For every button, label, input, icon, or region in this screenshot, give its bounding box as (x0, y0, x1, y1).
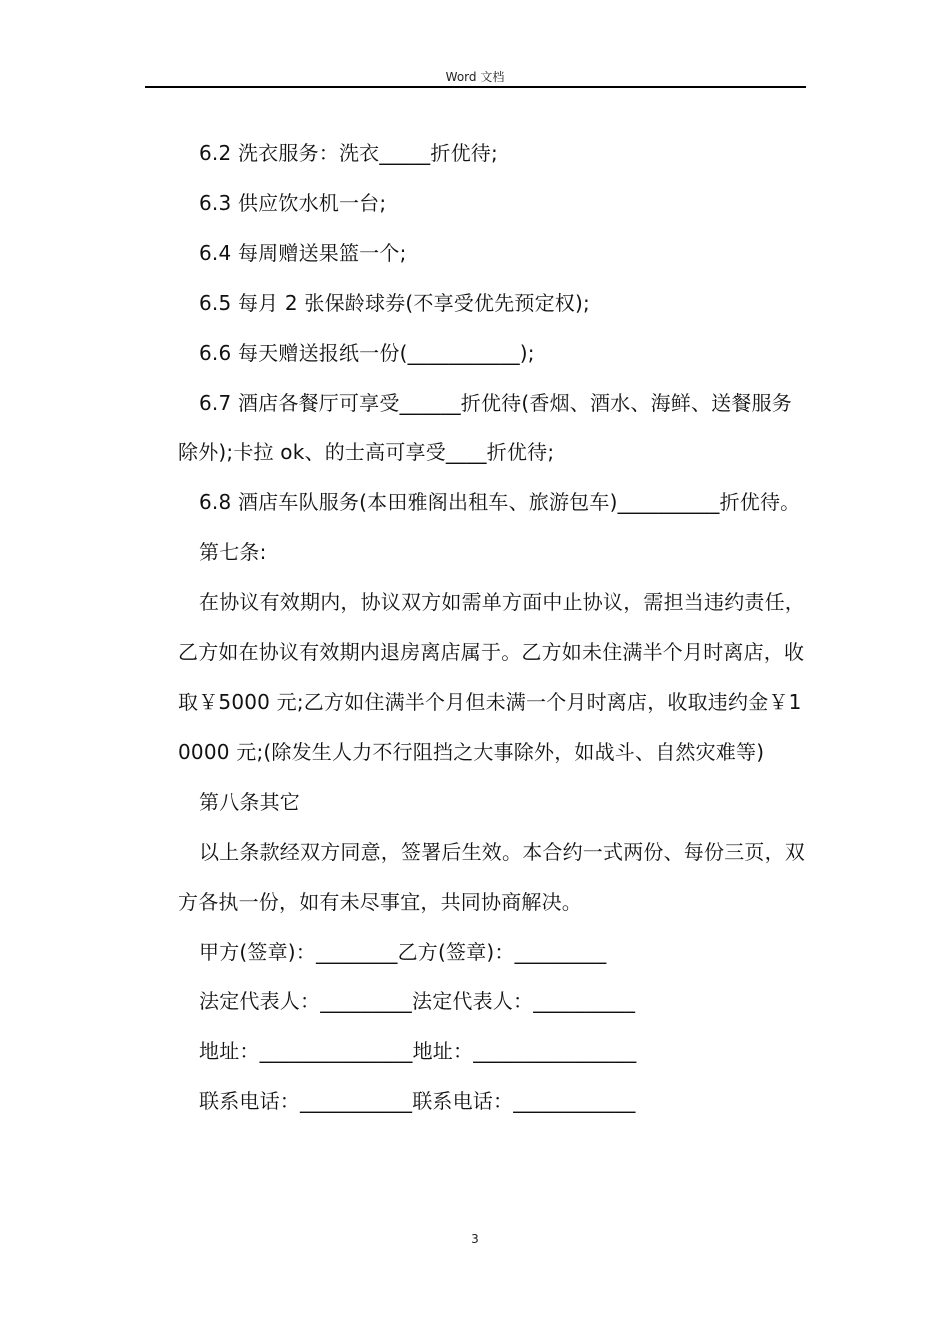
header-divider (145, 86, 806, 88)
clause-6-3: 6.3 供应饮水机一台; (199, 190, 387, 215)
header-title: Word 文档 (445, 70, 505, 84)
article-7-heading: 第七条: (199, 540, 267, 565)
document-body (178, 129, 806, 1127)
address-line: 地址：_______________地址：________________ (199, 1039, 637, 1064)
clause-6-8: 6.8 酒店车队服务(本田雅阁出租车、旅游包车)__________折优待。 (199, 490, 801, 515)
article-8-text: 以上条款经双方同意，签署后生效。本合约一式两份、每份三页，双方各执一份，如有未尽事宜，共同协商解决。 (178, 839, 805, 914)
article-8-heading: 第八条其它 (199, 789, 300, 814)
clause-6-7: 6.7 酒店各餐厅可享受______折优待(香烟、酒水、海鲜、送餐服务除外);卡拉 ok、的士高可享受____折优待; (178, 390, 792, 465)
page-number: 3 (471, 1232, 479, 1246)
article-7-text: 在协议有效期内，协议双方如需单方面中止协议，需担当违约责任，乙方如在协议有效期内退房离店属于。乙方如未住满半个月时离店，收取￥5000 元;乙方如住满半个月但未满一个月时离店，收取违约金￥10000 元;(除发生人力不行阻挡之大事除外，如战斗、自然灾难等) (178, 590, 805, 764)
signature-line: 甲方(签章)：________乙方(签章)：_________ (199, 939, 607, 964)
clause-6-5: 6.5 每月 2 张保龄球券(不享受优先预定权); (199, 290, 590, 315)
legal-representative-line: 法定代表人：_________法定代表人：__________ (199, 989, 636, 1014)
clause-6-2: 6.2 洗衣服务：洗衣_____折优待; (199, 141, 498, 165)
clause-6-6: 6.6 每天赠送报纸一份(___________); (199, 340, 535, 365)
clause-6-4: 6.4 每周赠送果篮一个; (199, 240, 407, 265)
phone-line: 联系电话：___________联系电话：____________ (199, 1089, 636, 1114)
